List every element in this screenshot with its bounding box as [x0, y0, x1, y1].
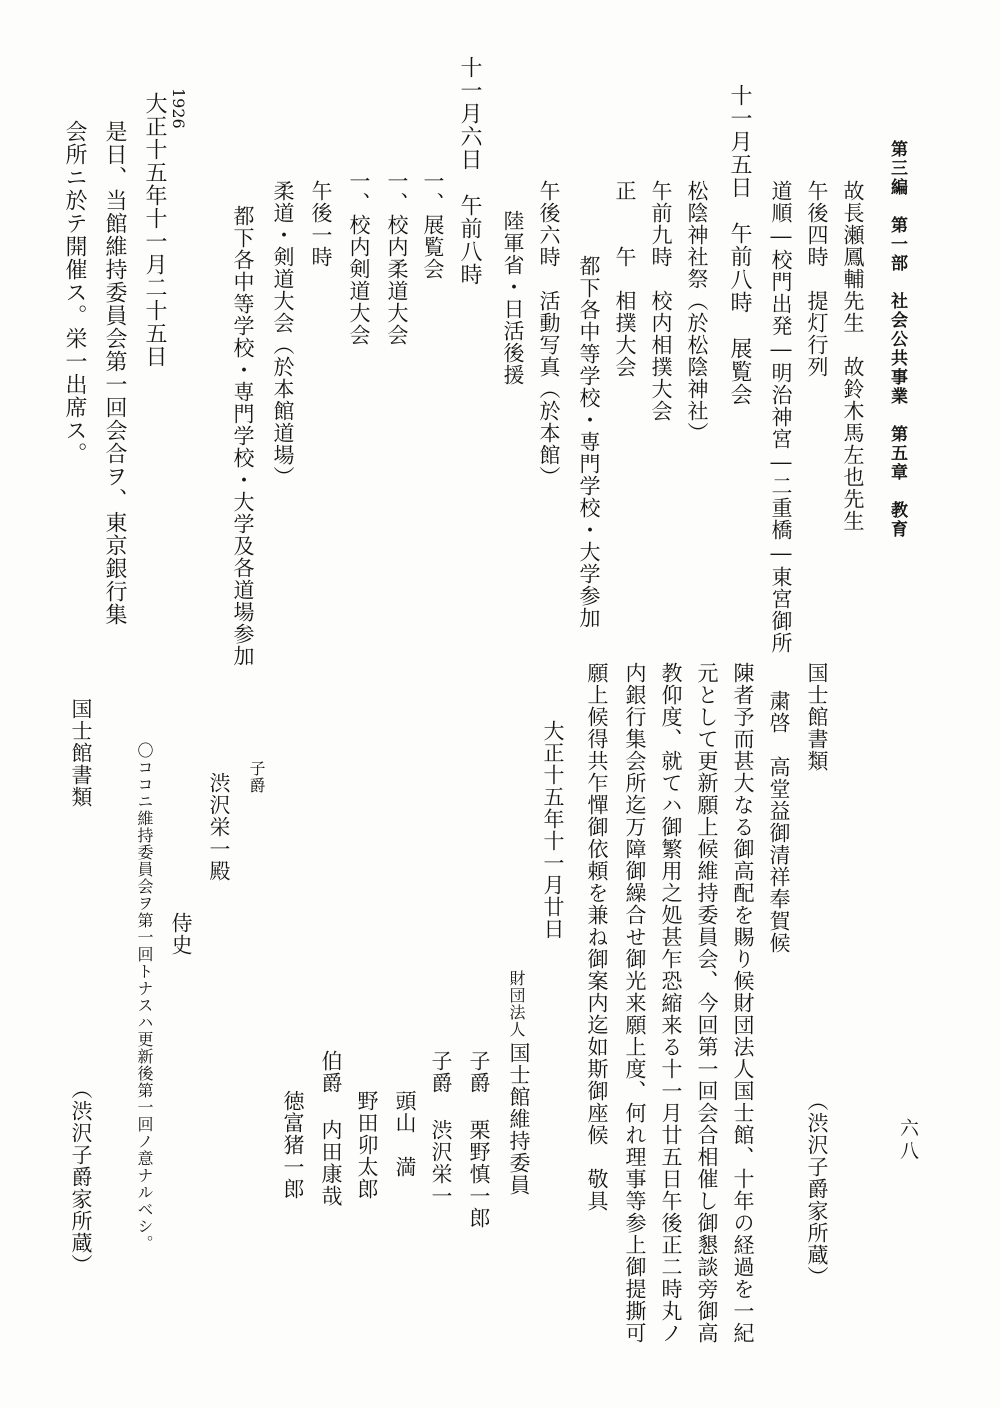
source-title-2: 国士館書類 — [69, 698, 93, 808]
signatory-kurino: 子爵 栗野慎一郎 — [467, 1050, 491, 1229]
schedule-line-noon-sumo: 正 午 相撲大会 — [613, 180, 637, 378]
addressee-attendant: 侍史 — [169, 912, 193, 956]
letter-line-5: 内銀行集会所迄万障御繰合せ御光来願上度、何れ理事等参上御提撕可 — [623, 662, 647, 1344]
schedule-item-exhibition: 一、展覧会 — [421, 170, 445, 280]
running-header: 第三編 第一部 社会公共事業 第五章 教育 — [887, 140, 907, 539]
addressee-title: 子爵 — [247, 760, 266, 794]
provenance-2: （渋沢子爵家所蔵） — [69, 1078, 93, 1276]
schedule-line-route: 道順―校門出発―明治神宮―二重橋―東宮御所 — [769, 180, 793, 654]
signatory-shibusawa: 子爵 渋沢栄一 — [429, 1050, 453, 1207]
addressee-name: 渋沢栄一殿 — [207, 772, 231, 882]
signatory-noda: 野田卯太郎 — [355, 1090, 379, 1200]
entry-body-line-2: 会所ニ於テ開催ス。栄一出席ス。 — [62, 120, 87, 465]
letter-source-title: 国士館書類 — [805, 662, 829, 772]
western-year-note: 1926 — [169, 88, 188, 129]
schedule-item-kendo: 一、校内剣道大会 — [347, 170, 371, 346]
sender-org-prefix: 財団法人 — [507, 970, 526, 1038]
schedule-date-nov5: 十一月五日 午前八時 展覧会 — [727, 84, 752, 406]
sender-org: 国士館維持委員 — [507, 1042, 531, 1196]
signatory-tokutomi: 徳富猪一郎 — [281, 1090, 305, 1200]
page-number: 六八 — [897, 1118, 919, 1164]
letter-line-3: 元として更新願上候維持委員会、今回第一回会合相催し御懇談旁御高 — [695, 662, 719, 1344]
letter-line-4: 教仰度、就てハ御繁用之処甚乍恐縮来る十一月廿五日午後正二時丸ノ — [659, 662, 683, 1344]
letter-line-1: 粛啓 高堂益御清祥奉賀候 — [767, 690, 791, 954]
letter-line-6: 願上候得共乍憚御依頼を兼ね御案内迄如斯御座候 敬具 — [585, 662, 609, 1212]
entry-date: 大正十五年十一月二十五日 — [142, 92, 167, 368]
entry-body-line-1: 是日、当館維持委員会第一回会合ヲ、東京銀行集 — [102, 120, 127, 626]
letter-line-2: 陳者予而甚大なる御高配を賜り候財団法人国士館、十年の経過を一紀 — [731, 662, 755, 1344]
schedule-line-sponsors: 陸軍省・日活後援 — [501, 210, 525, 386]
editorial-note: 〇ココニ維持委員会ヲ第一回トナスハ更新後第一回ノ意ナルベシ。 — [135, 742, 154, 1252]
provenance-letter: （渋沢子爵家所蔵） — [805, 1090, 829, 1288]
schedule-line-lantern: 午後四時 提灯行列 — [805, 180, 829, 378]
signatory-uchida: 伯爵 内田康哉 — [319, 1050, 343, 1207]
schedule-line-shrine: 松陰神社祭（於松陰神社） — [685, 180, 709, 444]
schedule-item-judo: 一、校内柔道大会 — [385, 170, 409, 346]
schedule-line-film: 午後六時 活動写真（於本館） — [537, 180, 561, 488]
schedule-line-memorial: 故長瀬鳳輔先生 故鈴木馬左也先生 — [841, 180, 865, 532]
signatory-toyama: 頭山 満 — [393, 1090, 417, 1178]
schedule-line-sumo-school: 午前九時 校内相撲大会 — [649, 180, 673, 422]
schedule-date-nov6: 十一月六日 午前八時 — [457, 56, 482, 286]
schedule-line-afternoon: 午後一時 — [309, 180, 333, 268]
schedule-line-budo: 柔道・剣道大会（於本館道場） — [271, 180, 295, 488]
schedule-line-participants-1: 都下各中等学校・専門学校・大学参加 — [577, 255, 601, 629]
letter-date: 大正十五年十一月廿日 — [541, 720, 565, 940]
schedule-line-participants-2: 都下各中等学校・専門学校・大学及各道場参加 — [231, 205, 255, 667]
